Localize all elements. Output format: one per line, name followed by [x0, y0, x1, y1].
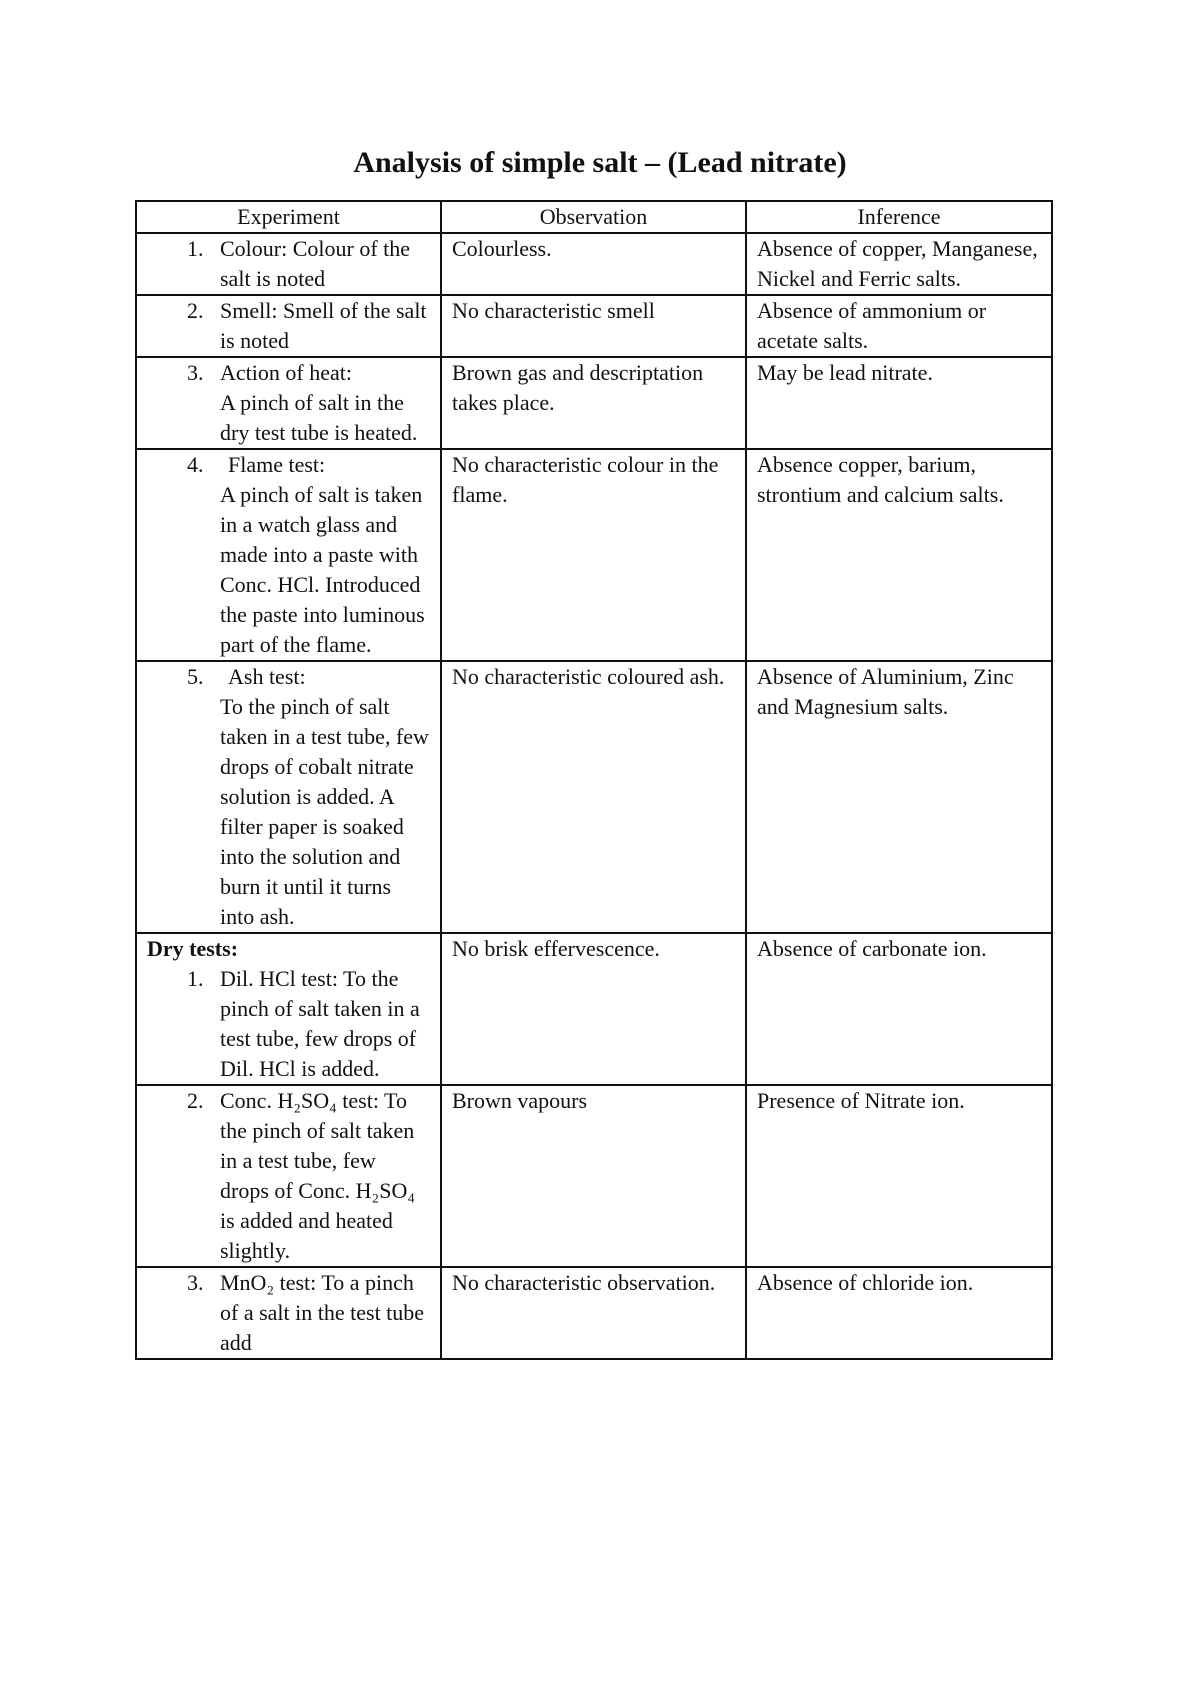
row-number: 4.: [187, 452, 204, 477]
table-row: [136, 233, 1052, 295]
inference-cell: Absence of Aluminium, Zinc and Magnesium salts.: [746, 661, 1052, 933]
dry-tests-heading: Dry tests:: [147, 936, 239, 961]
experiment-text: MnO₂ test: To a pinch of a salt in the test tube add: [220, 1270, 425, 1355]
column-header-inference: Inference: [746, 201, 1052, 233]
observation-cell: No brisk effervescence.: [441, 933, 746, 1085]
row-number: 5.: [187, 664, 204, 689]
experiment-heading: Action of heat:: [220, 360, 352, 385]
experiment-cell: [136, 1085, 441, 1267]
observation-cell: No characteristic observation.: [441, 1267, 746, 1359]
observation-cell: Brown vapours: [441, 1085, 746, 1267]
inference-cell: Absence of carbonate ion.: [746, 933, 1052, 1085]
experiment-cell: [136, 1267, 441, 1359]
table-row: [136, 357, 1052, 449]
experiment-heading: Flame test:: [228, 452, 326, 477]
table-row: [136, 661, 1052, 933]
row-number: 2.: [187, 1088, 204, 1113]
table-header-row: [136, 201, 1052, 233]
row-number: 3.: [187, 1270, 204, 1295]
inference-cell: Absence of ammonium or acetate salts.: [746, 295, 1052, 357]
experiment-text: Dil. HCl test: To the pinch of salt taken in a test tube, few drops of Dil. HCl is added.: [220, 966, 420, 1081]
table-row: [136, 1267, 1052, 1359]
experiment-cell: [136, 449, 441, 661]
table-row: [136, 449, 1052, 661]
page-title: Analysis of simple salt – (Lead nitrate): [353, 146, 847, 179]
row-number: 1.: [187, 236, 204, 261]
inference-cell: May be lead nitrate.: [746, 357, 1052, 449]
experiment-text: Colour: Colour of the salt is noted: [220, 236, 411, 291]
inference-cell: Absence of chloride ion.: [746, 1267, 1052, 1359]
observation-cell: No characteristic smell: [441, 295, 746, 357]
salt-analysis-table: [135, 200, 1053, 1360]
experiment-cell: [136, 933, 441, 1085]
observation-cell: No characteristic coloured ash.: [441, 661, 746, 933]
observation-cell: No characteristic colour in the flame.: [441, 449, 746, 661]
experiment-cell: [136, 357, 441, 449]
experiment-cell: [136, 233, 441, 295]
column-header-experiment: Experiment: [136, 201, 441, 233]
row-number: 2.: [187, 298, 204, 323]
observation-cell: Colourless.: [441, 233, 746, 295]
row-number: 3.: [187, 360, 204, 385]
experiment-text: To the pinch of salt taken in a test tube, few drops of cobalt nitrate solution is added. A filter paper is soaked into the solution and burn it until it turns into ash.: [220, 694, 429, 929]
inference-cell: Absence copper, barium, strontium and calcium salts.: [746, 449, 1052, 661]
column-header-observation: Observation: [441, 201, 746, 233]
experiment-cell: [136, 661, 441, 933]
row-number: 1.: [187, 966, 204, 991]
table-row: [136, 933, 1052, 1085]
table-row: [136, 295, 1052, 357]
table-row: [136, 1085, 1052, 1267]
experiment-text: Conc. H₂SO₄ test: To the pinch of salt taken in a test tube, few drops of Conc. H₂SO₄ is added and heated slightly.: [220, 1088, 416, 1263]
experiment-cell: [136, 295, 441, 357]
observation-cell: Brown gas and descriptation takes place.: [441, 357, 746, 449]
inference-cell: Absence of copper, Manganese, Nickel and Ferric salts.: [746, 233, 1052, 295]
experiment-text: A pinch of salt in the dry test tube is heated.: [220, 390, 418, 445]
inference-cell: Presence of Nitrate ion.: [746, 1085, 1052, 1267]
experiment-text: Smell: Smell of the salt is noted: [220, 298, 427, 353]
experiment-heading: Ash test:: [228, 664, 306, 689]
experiment-text: A pinch of salt is taken in a watch glass and made into a paste with Conc. HCl. Introduced the paste into luminous part of the flame.: [220, 482, 425, 657]
